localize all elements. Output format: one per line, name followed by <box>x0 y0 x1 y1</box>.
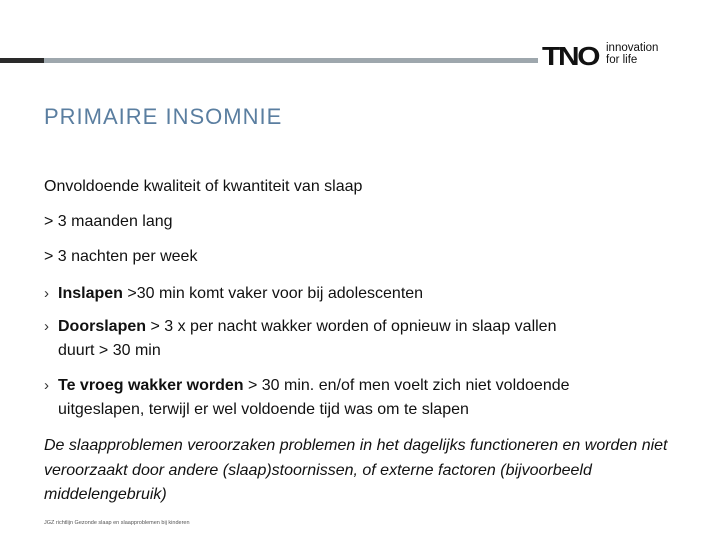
footer-source: JGZ richtlijn Gezonde slaap en slaapproblemen bij kinderen <box>44 520 190 526</box>
logo-tagline <box>606 42 658 66</box>
bullet-text: > 30 min. en/of men voelt zich niet voldoende <box>243 377 570 394</box>
duration-line: > 3 maanden lang <box>44 213 173 230</box>
chevron-right-icon: › <box>44 318 49 335</box>
slide-title: PRIMAIRE INSOMNIE <box>44 104 283 129</box>
bullet-term: Inslapen <box>58 285 123 302</box>
logo-tagline-line-2: for life <box>606 54 638 66</box>
consequence-note: De slaapproblemen veroorzaken problemen in het dagelijks functioneren en worden niet veroorzaakt door andere (slaap)stoornissen, of externe factoren (bijvoorbeeld middelengebruik) <box>44 437 668 503</box>
bullet-term: Doorslapen <box>58 318 147 335</box>
chevron-right-icon: › <box>44 285 49 302</box>
definition-line: Onvoldoende kwaliteit of kwantiteit van slaap <box>44 178 363 195</box>
logo-tagline-line-1: innovation <box>606 42 659 54</box>
logo-mark: TNO <box>542 41 599 71</box>
bullet-text: > 3 x per nacht wakker worden of opnieuw in slaap vallen <box>146 318 557 335</box>
header-rule <box>0 58 538 63</box>
bullet-continuation: uitgeslapen, terwijl er wel voldoende tijd was om te slapen <box>58 401 469 418</box>
bullet-term: Te vroeg wakker worden <box>58 377 244 394</box>
chevron-right-icon: › <box>44 377 49 394</box>
frequency-line: > 3 nachten per week <box>44 248 198 265</box>
bullet-text: >30 min komt vaker voor bij adolescenten <box>122 285 424 302</box>
bullet-continuation: duurt > 30 min <box>58 342 161 359</box>
